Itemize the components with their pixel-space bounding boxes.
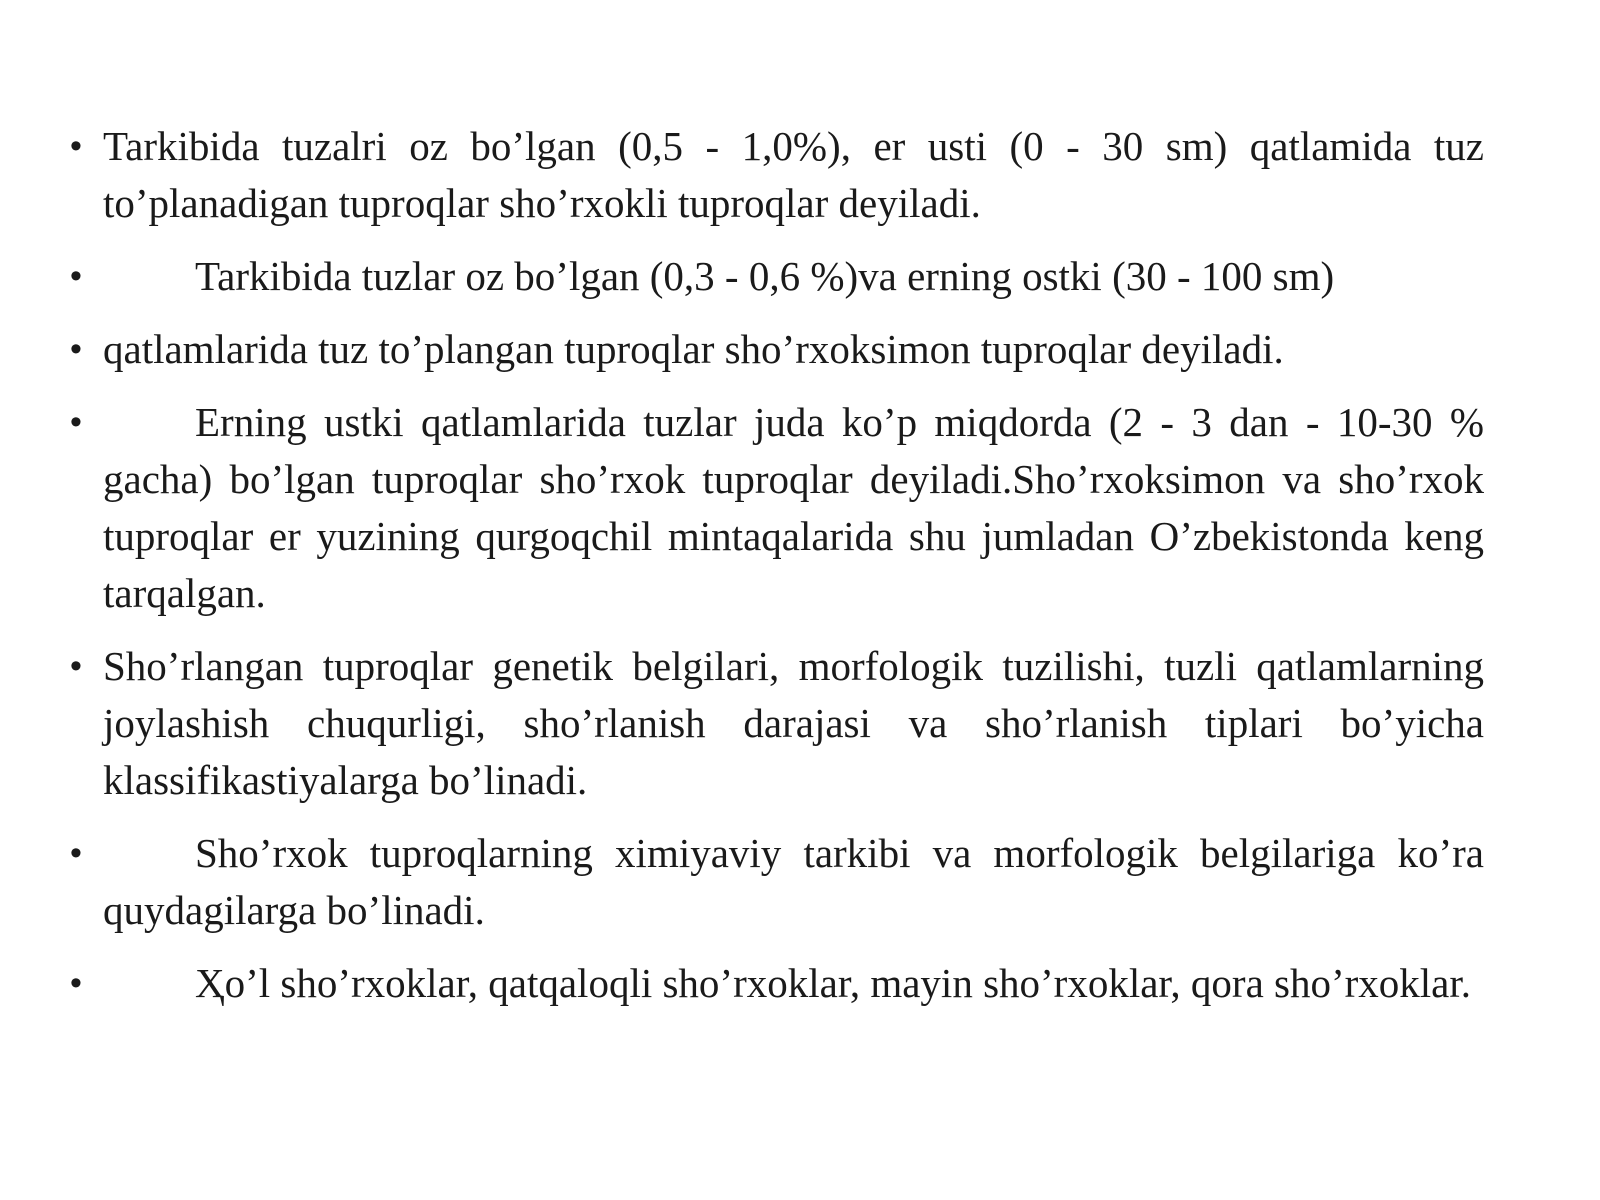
bullet-text-5: Sho’rlangan tuproqlar genetik belgilari, morfologik tuzilishi, tuzli qatlamlarning joylashish chuqurligi, sho’rlanish darajasi va sho’rlanish tiplari bo’yicha klassifikastiyalarga bo’linadi.	[103, 643, 1484, 803]
bullet-item-5	[70, 638, 1484, 809]
bullet-dot-icon: •	[70, 127, 82, 165]
bullet-dot-icon: •	[70, 964, 82, 1002]
bullet-list	[70, 118, 1484, 1012]
bullet-item-1	[70, 118, 1484, 232]
bullet-item-2	[70, 248, 1484, 305]
bullet-item-4	[70, 394, 1484, 622]
bullet-dot-icon: •	[70, 330, 82, 368]
bullet-item-7	[70, 955, 1484, 1012]
bullet-dot-icon: •	[70, 647, 82, 685]
bullet-text-6: Sho’rxok tuproqlarning ximiyaviy tarkibi va morfologik belgilariga ko’ra quydagilarga bo’linadi.	[103, 830, 1484, 933]
bullet-dot-icon: •	[70, 257, 82, 295]
bullet-item-3	[70, 321, 1484, 378]
bullet-item-6	[70, 825, 1484, 939]
bullet-text-4: Erning ustki qatlamlarida tuzlar juda ko’p miqdorda (2 - 3 dan - 10-30 % gacha) bo’lgan tuproqlar sho’rxok tuproqlar deyiladi.Sho’rxoksimon va sho’rxok tuproqlar er yuzining qurgoqchil mintaqalarida shu jumladan O’zbekistonda keng tarqalgan.	[103, 399, 1484, 616]
bullet-dot-icon: •	[70, 403, 82, 441]
bullet-dot-icon: •	[70, 834, 82, 872]
bullet-text-7: Ҳo’l sho’rxoklar, qatqaloqli sho’rxoklar, mayin sho’rxoklar, qora sho’rxoklar.	[195, 960, 1472, 1006]
bullet-text-3: qatlamlarida tuz to’plangan tuproqlar sho’rxoksimon tuproqlar deyiladi.	[103, 326, 1284, 372]
bullet-text-1: Tarkibida tuzalri oz bo’lgan (0,5 - 1,0%), er usti (0 - 30 sm) qatlamida tuz to’planadigan tuproqlar sho’rxokli tuproqlar deyiladi.	[103, 123, 1484, 226]
bullet-text-2: Tarkibida tuzlar oz bo’lgan (0,3 - 0,6 %)va erning ostki (30 - 100 sm)	[195, 253, 1335, 299]
